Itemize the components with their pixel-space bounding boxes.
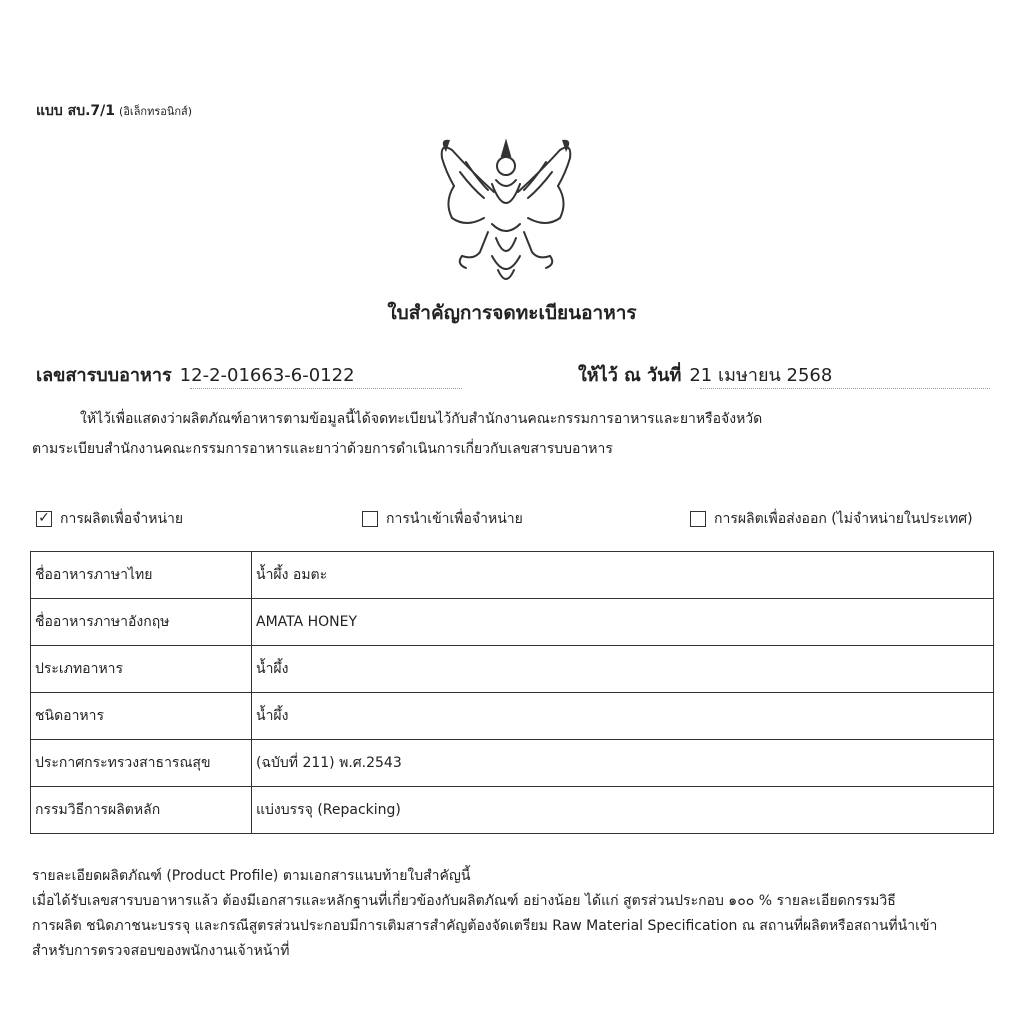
checkbox-label: การผลิตเพื่อจำหน่าย xyxy=(60,511,184,527)
form-code-label: แบบ สบ.7/1 xyxy=(36,103,116,119)
table-row xyxy=(31,552,994,599)
checkbox-box[interactable]: ✓ xyxy=(36,511,52,527)
table-row xyxy=(31,646,994,693)
table-cell-value: น้ำผึ้ง อมตะ xyxy=(252,552,994,599)
table-row xyxy=(31,599,994,646)
checkbox-label: การผลิตเพื่อส่งออก (ไม่จำหน่ายในประเทศ) xyxy=(714,511,973,527)
issue-date-label: ให้ไว้ ณ วันที่ xyxy=(578,365,682,386)
table-cell-label: ประกาศกระทรวงสาธารณสุข xyxy=(31,740,252,787)
form-code-note: (อิเล็กทรอนิกส์) xyxy=(119,105,193,118)
table-row xyxy=(31,740,994,787)
table-cell-value: (ฉบับที่ 211) พ.ศ.2543 xyxy=(252,740,994,787)
intro-line-2: ตามระเบียบสำนักงานคณะกรรมการอาหารและยาว่าด้วยการดำเนินการเกี่ยวกับเลขสารบบอาหาร xyxy=(32,441,613,457)
garuda-emblem-icon xyxy=(432,132,580,292)
table-row xyxy=(31,787,994,834)
table-cell-label: ชื่ออาหารภาษาอังกฤษ xyxy=(31,599,252,646)
registration-number-row xyxy=(36,360,355,389)
checkbox-import[interactable] xyxy=(362,508,523,530)
checkbox-domestic-production[interactable] xyxy=(36,508,183,530)
footer-line-4: สำหรับการตรวจสอบของพนักงานเจ้าหน้าที่ xyxy=(32,943,290,959)
registration-number-label: เลขสารบบอาหาร xyxy=(36,365,172,386)
registration-number-value: 12-2-01663-6-0122 xyxy=(179,365,355,386)
checkbox-box[interactable] xyxy=(690,511,706,527)
table-cell-value: แบ่งบรรจุ (Repacking) xyxy=(252,787,994,834)
table-cell-label: ประเภทอาหาร xyxy=(31,646,252,693)
table-cell-value: น้ำผึ้ง xyxy=(252,693,994,740)
table-cell-value: AMATA HONEY xyxy=(252,599,994,646)
checkbox-label: การนำเข้าเพื่อจำหน่าย xyxy=(386,511,523,527)
issue-date-value: 21 เมษายน 2568 xyxy=(689,365,833,386)
table-row xyxy=(31,693,994,740)
intro-line-1: ให้ไว้เพื่อแสดงว่าผลิตภัณฑ์อาหารตามข้อมูลนี้ได้จดทะเบียนไว้กับสำนักงานคณะกรรมการอาหารและยาหรือจังหวัด xyxy=(80,411,763,427)
table-cell-value: น้ำผึ้ง xyxy=(252,646,994,693)
issue-date-dotline xyxy=(700,388,990,389)
table-cell-label: ชนิดอาหาร xyxy=(31,693,252,740)
form-code xyxy=(36,100,192,122)
food-info-table xyxy=(30,551,994,834)
footer-notes xyxy=(32,864,1007,964)
footer-line-3: การผลิต ชนิดภาชนะบรรจุ และกรณีสูตรส่วนประกอบมีการเติมสารสำคัญต้องจัดเตรียม Raw Material Specification ณ สถานที่ผลิตหรือสถานที่นำเข้า xyxy=(32,918,938,934)
footer-line-2: เมื่อได้รับเลขสารบบอาหารแล้ว ต้องมีเอกสารและหลักฐานที่เกี่ยวข้องกับผลิตภัณฑ์ อย่างน้อย ได้แก่ สูตรส่วนประกอบ ๑๐๐ % รายละเอียดกรรมวิธี xyxy=(32,893,896,909)
checkbox-export[interactable] xyxy=(690,508,973,530)
issue-date-row xyxy=(578,360,832,389)
checkbox-box[interactable] xyxy=(362,511,378,527)
table-cell-label: ชื่ออาหารภาษาไทย xyxy=(31,552,252,599)
registration-number-dotline xyxy=(190,388,462,389)
footer-line-1: รายละเอียดผลิตภัณฑ์ (Product Profile) ตามเอกสารแนบท้ายใบสำคัญนี้ xyxy=(32,868,471,884)
table-cell-label: กรรมวิธีการผลิตหลัก xyxy=(31,787,252,834)
document-title: ใบสำคัญการจดทะเบียนอาหาร xyxy=(387,302,637,324)
